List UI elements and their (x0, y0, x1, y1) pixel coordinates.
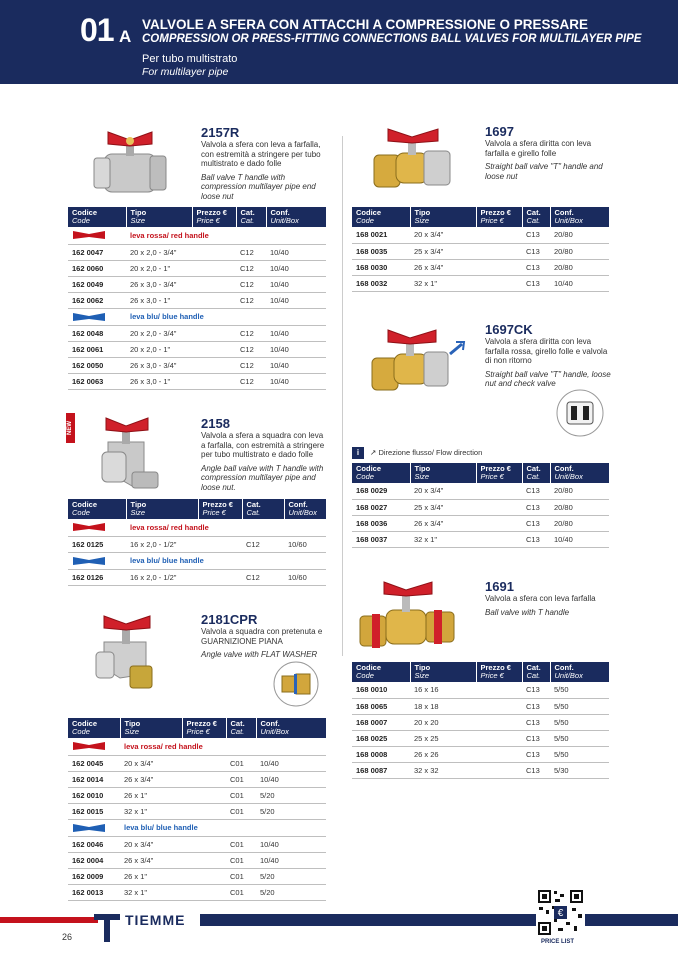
cell-cat: C12 (242, 569, 284, 585)
cell-pack: 10/40 (266, 325, 326, 341)
cell-size: 25 x 25 (410, 730, 476, 746)
cell-cat: C13 (522, 483, 550, 499)
table-row (68, 884, 326, 900)
red-handle-label: leva rossa/ red handle (124, 741, 203, 751)
header-title-it: VALVOLE A SFERA CON ATTACCHI A COMPRESSIONE O PRESSARE (142, 17, 589, 32)
blue-handle-label: leva blu/ blue handle (130, 312, 204, 321)
cell-cat: C01 (226, 803, 256, 819)
table-row (68, 325, 326, 341)
cell-price (476, 499, 522, 515)
table-1697 (352, 207, 610, 292)
cell-price (182, 803, 226, 819)
cell-code: 168 0065 (352, 698, 410, 714)
flow-direction-text: ↗ Direzione flusso/ Flow direction (370, 447, 483, 457)
cell-price (476, 531, 522, 547)
cell-code: 162 0046 (68, 836, 120, 852)
svg-text:€: € (557, 908, 564, 919)
handle-section-row (68, 738, 326, 755)
cell-pack: 10/60 (284, 569, 326, 585)
cell-pack: 10/40 (266, 357, 326, 373)
cell-size: 20 x 2,0 - 3/4" (126, 244, 192, 260)
table-row (68, 536, 326, 552)
cell-code: 168 0032 (352, 275, 410, 291)
blue-handle-label: leva blu/ blue handle (124, 823, 198, 832)
table-row (68, 373, 326, 389)
cell-price (476, 227, 522, 243)
cell-code: 162 0061 (68, 341, 126, 357)
product-code-2158: 2158 (201, 416, 230, 431)
table-header: Codice Code Tipo Size Prezzo € Price € Cat. Cat. Conf. Unit/Box (68, 499, 326, 519)
cell-pack: 5/50 (550, 714, 609, 730)
cell-pack: 10/40 (266, 373, 326, 389)
table-row (68, 803, 326, 819)
cell-code: 168 0035 (352, 243, 410, 259)
cell-price (476, 275, 522, 291)
cell-code: 162 0045 (68, 755, 120, 771)
cell-cat: C01 (226, 852, 256, 868)
table-row (68, 755, 326, 771)
cell-pack: 5/20 (256, 884, 326, 900)
cell-price (192, 357, 236, 373)
cell-price (476, 243, 522, 259)
table-row (68, 357, 326, 373)
cell-pack: 5/20 (256, 803, 326, 819)
cell-code: 168 0025 (352, 730, 410, 746)
cell-price (192, 244, 236, 260)
cell-price (476, 515, 522, 531)
cell-code: 162 0009 (68, 868, 120, 884)
cell-size: 26 x 3,0 - 1" (126, 373, 192, 389)
cell-price (182, 787, 226, 803)
page-header (0, 0, 678, 84)
handle-section-row (68, 308, 326, 325)
desc-en: Straight ball valve "T" handle and loose nut (485, 162, 603, 181)
cell-pack: 10/40 (256, 836, 326, 852)
check-valve-detail-image (553, 388, 607, 438)
cell-pack: 10/40 (256, 771, 326, 787)
cell-size: 26 x 3/4" (410, 259, 476, 275)
cell-cat: C13 (522, 762, 550, 778)
cell-size: 26 x 3/4" (410, 515, 476, 531)
cell-size: 20 x 20 (410, 714, 476, 730)
new-badge: NEW (66, 413, 75, 443)
cell-cat: C13 (522, 682, 550, 698)
cell-size: 20 x 2,0 - 1" (126, 341, 192, 357)
header-title-en: COMPRESSION OR PRESS-FITTING CONNECTIONS BALL VALVES FOR MULTILAYER PIPE (142, 33, 642, 45)
cell-code: 168 0087 (352, 762, 410, 778)
cell-pack: 20/80 (550, 259, 609, 275)
cell-pack: 20/80 (550, 515, 609, 531)
section-number: 01 (80, 12, 114, 48)
cell-code: 168 0008 (352, 746, 410, 762)
cell-price (192, 260, 236, 276)
cell-code: 162 0050 (68, 357, 126, 373)
table-1691 (352, 662, 610, 779)
cell-pack: 20/80 (550, 499, 609, 515)
table-header: Codice Code Tipo Size Prezzo € Price € Cat. Cat. Conf. Unit/Box (352, 662, 609, 682)
cell-cat: C01 (226, 836, 256, 852)
cell-code: 168 0036 (352, 515, 410, 531)
cell-cat: C13 (522, 275, 550, 291)
cell-pack: 10/40 (550, 275, 609, 291)
cell-cat: C01 (226, 771, 256, 787)
cell-pack: 10/40 (550, 531, 609, 547)
cell-code: 162 0126 (68, 569, 126, 585)
table-row (352, 698, 609, 714)
cell-price (192, 276, 236, 292)
cell-pack: 10/40 (266, 260, 326, 276)
product-code-2181cpr: 2181CPR (201, 612, 258, 627)
cell-size: 16 x 2,0 - 1/2" (126, 536, 198, 552)
valve-1697ck-image (366, 326, 466, 402)
desc-en: Straight ball valve "T" handle, loose nut and check valve (485, 369, 611, 388)
cell-cat: C13 (522, 746, 550, 762)
product-desc-1691 (485, 594, 615, 617)
cell-price (476, 682, 522, 698)
blue-handle-icon (72, 556, 106, 566)
cell-cat: C01 (226, 787, 256, 803)
cell-price (476, 698, 522, 714)
cell-price (476, 762, 522, 778)
valve-2181cpr-image (90, 608, 170, 693)
cell-size: 18 x 18 (410, 698, 476, 714)
cell-size: 32 x 1" (120, 803, 182, 819)
footer-blue-stripe (200, 914, 678, 926)
cell-size: 25 x 3/4" (410, 243, 476, 259)
blue-handle-icon (72, 823, 106, 833)
product-code-2157r: 2157R (201, 125, 240, 140)
cell-code: 168 0010 (352, 682, 410, 698)
table-2158 (68, 499, 327, 586)
cell-price (182, 836, 226, 852)
table-row (352, 714, 609, 730)
product-desc-1697ck (485, 337, 615, 389)
table-row (352, 243, 609, 259)
cell-code: 168 0027 (352, 499, 410, 515)
cell-pack: 20/80 (550, 243, 609, 259)
desc-it: Valvola a sfera diritta con leva farfalla rossa, girello folle e valvola di non ritorno (485, 337, 608, 365)
cell-size: 20 x 3/4" (410, 227, 476, 243)
section-letter: A (119, 27, 132, 46)
cell-pack: 10/40 (256, 852, 326, 868)
flow-direction-note (352, 447, 482, 459)
header-subtitle-en: For multilayer pipe (142, 66, 229, 78)
cell-pack: 5/50 (550, 730, 609, 746)
cell-code: 168 0029 (352, 483, 410, 499)
cell-cat: C01 (226, 868, 256, 884)
table-row (352, 746, 609, 762)
red-handle-icon (72, 522, 106, 532)
desc-en: Ball valve with T handle (485, 607, 570, 617)
cell-price (476, 483, 522, 499)
cell-cat: C12 (236, 373, 266, 389)
cell-price (476, 714, 522, 730)
desc-it: Valvola a sfera con leva a farfalla, con estremità a stringere per tubo multistrato e dado folle (201, 140, 321, 168)
cell-cat: C12 (236, 325, 266, 341)
cell-price (476, 259, 522, 275)
qr-code[interactable] (536, 888, 585, 937)
cell-pack: 20/80 (550, 483, 609, 499)
cell-size: 26 x 3,0 - 3/4" (126, 357, 192, 373)
cell-code: 162 0049 (68, 276, 126, 292)
cell-code: 162 0004 (68, 852, 120, 868)
table-row (68, 787, 326, 803)
cell-cat: C12 (236, 244, 266, 260)
table-2157r (68, 207, 327, 390)
cell-cat: C12 (236, 341, 266, 357)
cell-price (192, 292, 236, 308)
cell-code: 168 0007 (352, 714, 410, 730)
table-row (352, 259, 609, 275)
handle-section-row (68, 519, 326, 536)
desc-en: Angle ball valve with T handle with compression multilayer pipe and loose nut. (201, 463, 324, 492)
qr-label: PRICE LIST (541, 939, 575, 945)
table-row (68, 868, 326, 884)
cell-pack: 5/20 (256, 787, 326, 803)
table-row (68, 260, 326, 276)
cell-pack: 5/50 (550, 698, 609, 714)
cell-code: 162 0015 (68, 803, 120, 819)
cell-price (192, 373, 236, 389)
cell-size: 32 x 1" (410, 275, 476, 291)
table-2181cpr (68, 718, 327, 901)
cell-cat: C12 (236, 276, 266, 292)
valve-2158-image (92, 412, 167, 492)
cell-size: 25 x 3/4" (410, 499, 476, 515)
info-icon: i (352, 447, 364, 459)
cell-pack: 10/40 (256, 755, 326, 771)
table-row (68, 836, 326, 852)
cell-code: 168 0030 (352, 259, 410, 275)
table-row (352, 531, 609, 547)
handle-section-row (68, 552, 326, 569)
page-number: 26 (62, 932, 73, 942)
cell-size: 26 x 3/4" (120, 852, 182, 868)
table-row (68, 276, 326, 292)
table-row (68, 292, 326, 308)
column-divider (342, 136, 343, 656)
cell-price (198, 536, 242, 552)
desc-it: Valvola a squadra con pretenuta e GUARNIZIONE PIANA (201, 627, 323, 646)
cell-code: 162 0047 (68, 244, 126, 260)
cell-size: 16 x 16 (410, 682, 476, 698)
cell-cat: C12 (236, 292, 266, 308)
product-desc-2157r (201, 140, 329, 201)
desc-it: Valvola a sfera a squadra con leva a farfalla, con estremità a stringere per tubo multistrato e dado folle (201, 431, 325, 459)
cell-cat: C13 (522, 730, 550, 746)
cell-cat: C12 (236, 357, 266, 373)
cell-code: 168 0021 (352, 227, 410, 243)
cell-price (182, 771, 226, 787)
cell-size: 16 x 2,0 - 1/2" (126, 569, 198, 585)
cell-size: 20 x 3/4" (120, 836, 182, 852)
cell-size: 26 x 26 (410, 746, 476, 762)
table-row (68, 771, 326, 787)
valve-1697-image (368, 125, 456, 195)
table-header: Codice Code Tipo Size Prezzo € Price € Cat. Cat. Conf. Unit/Box (68, 207, 326, 227)
table-row (68, 569, 326, 585)
cell-size: 20 x 3/4" (410, 483, 476, 499)
cell-code: 162 0060 (68, 260, 126, 276)
brand-name: TIEMME (125, 912, 186, 928)
cell-pack: 10/40 (266, 244, 326, 260)
cell-size: 32 x 32 (410, 762, 476, 778)
cell-pack: 5/50 (550, 746, 609, 762)
cell-cat: C13 (522, 243, 550, 259)
cell-cat: C13 (522, 515, 550, 531)
table-row (68, 244, 326, 260)
cell-size: 26 x 1" (120, 868, 182, 884)
cell-code: 162 0125 (68, 536, 126, 552)
cell-size: 20 x 2,0 - 3/4" (126, 325, 192, 341)
footer-red-stripe (0, 917, 98, 923)
red-handle-icon (72, 741, 106, 751)
cell-cat: C13 (522, 499, 550, 515)
blue-handle-label: leva blu/ blue handle (130, 556, 204, 565)
cell-pack: 10/40 (266, 341, 326, 357)
table-row (352, 515, 609, 531)
table-row (352, 483, 609, 499)
cell-pack: 20/80 (550, 227, 609, 243)
tiemme-logo-mark (92, 912, 122, 944)
cell-price (182, 868, 226, 884)
cell-price (192, 341, 236, 357)
cell-code: 162 0063 (68, 373, 126, 389)
cell-cat: C13 (522, 714, 550, 730)
product-code-1691: 1691 (485, 579, 514, 594)
cell-size: 32 x 1" (410, 531, 476, 547)
valve-1691-image (356, 576, 460, 656)
flat-washer-detail-image (272, 660, 320, 708)
table-row (352, 275, 609, 291)
header-subtitle-it: Per tubo multistrato (142, 53, 238, 65)
table-header: Codice Code Tipo Size Prezzo € Price € Cat. Cat. Conf. Unit/Box (352, 207, 609, 227)
cell-pack: 5/30 (550, 762, 609, 778)
cell-price (182, 884, 226, 900)
cell-size: 26 x 1" (120, 787, 182, 803)
table-row (352, 682, 609, 698)
cell-size: 26 x 3,0 - 1" (126, 292, 192, 308)
cell-code: 168 0037 (352, 531, 410, 547)
red-handle-icon (72, 230, 106, 240)
table-row (352, 762, 609, 778)
cell-price (182, 755, 226, 771)
cell-code: 162 0010 (68, 787, 120, 803)
cell-size: 26 x 3,0 - 3/4" (126, 276, 192, 292)
handle-section-row (68, 227, 326, 244)
product-desc-2181cpr (201, 627, 329, 660)
cell-price (476, 746, 522, 762)
table-row (352, 227, 609, 243)
cell-pack: 10/60 (284, 536, 326, 552)
cell-price (198, 569, 242, 585)
product-desc-1697 (485, 139, 615, 181)
product-code-1697: 1697 (485, 124, 514, 139)
desc-en: Ball valve T handle with compression multilayer pipe end loose nut (201, 172, 316, 201)
product-code-1697ck: 1697CK (485, 322, 533, 337)
cell-size: 26 x 3/4" (120, 771, 182, 787)
desc-it: Valvola a sfera diritta con leva farfalla e girello folle (485, 139, 592, 158)
cell-pack: 5/20 (256, 868, 326, 884)
cell-size: 20 x 2,0 - 1" (126, 260, 192, 276)
cell-cat: C13 (522, 259, 550, 275)
table-row (352, 499, 609, 515)
product-desc-2158 (201, 431, 329, 492)
table-row (68, 341, 326, 357)
cell-pack: 10/40 (266, 292, 326, 308)
cell-code: 162 0013 (68, 884, 120, 900)
cell-size: 20 x 3/4" (120, 755, 182, 771)
table-header: Codice Code Tipo Size Prezzo € Price € Cat. Cat. Conf. Unit/Box (352, 463, 609, 483)
cell-pack: 5/50 (550, 682, 609, 698)
table-row (68, 852, 326, 868)
red-handle-label: leva rossa/ red handle (130, 230, 209, 240)
desc-en: Angle valve with FLAT WASHER (201, 650, 318, 659)
desc-it: Valvola a sfera con leva farfalla (485, 594, 596, 603)
cell-code: 162 0048 (68, 325, 126, 341)
cell-price (182, 852, 226, 868)
table-row (352, 730, 609, 746)
cell-pack: 10/40 (266, 276, 326, 292)
cell-cat: C13 (522, 698, 550, 714)
cell-cat: C13 (522, 531, 550, 547)
cell-code: 162 0014 (68, 771, 120, 787)
table-1697ck (352, 463, 610, 548)
blue-handle-icon (72, 312, 106, 322)
cell-cat: C01 (226, 884, 256, 900)
cell-cat: C12 (242, 536, 284, 552)
cell-price (192, 325, 236, 341)
cell-code: 162 0062 (68, 292, 126, 308)
red-handle-label: leva rossa/ red handle (130, 522, 209, 532)
cell-cat: C01 (226, 755, 256, 771)
cell-price (476, 730, 522, 746)
valve-2157r-image (90, 122, 170, 202)
handle-section-row (68, 819, 326, 836)
cell-cat: C13 (522, 227, 550, 243)
cell-size: 32 x 1" (120, 884, 182, 900)
cell-cat: C12 (236, 260, 266, 276)
table-header: Codice Code Tipo Size Prezzo € Price € Cat. Cat. Conf. Unit/Box (68, 718, 326, 738)
